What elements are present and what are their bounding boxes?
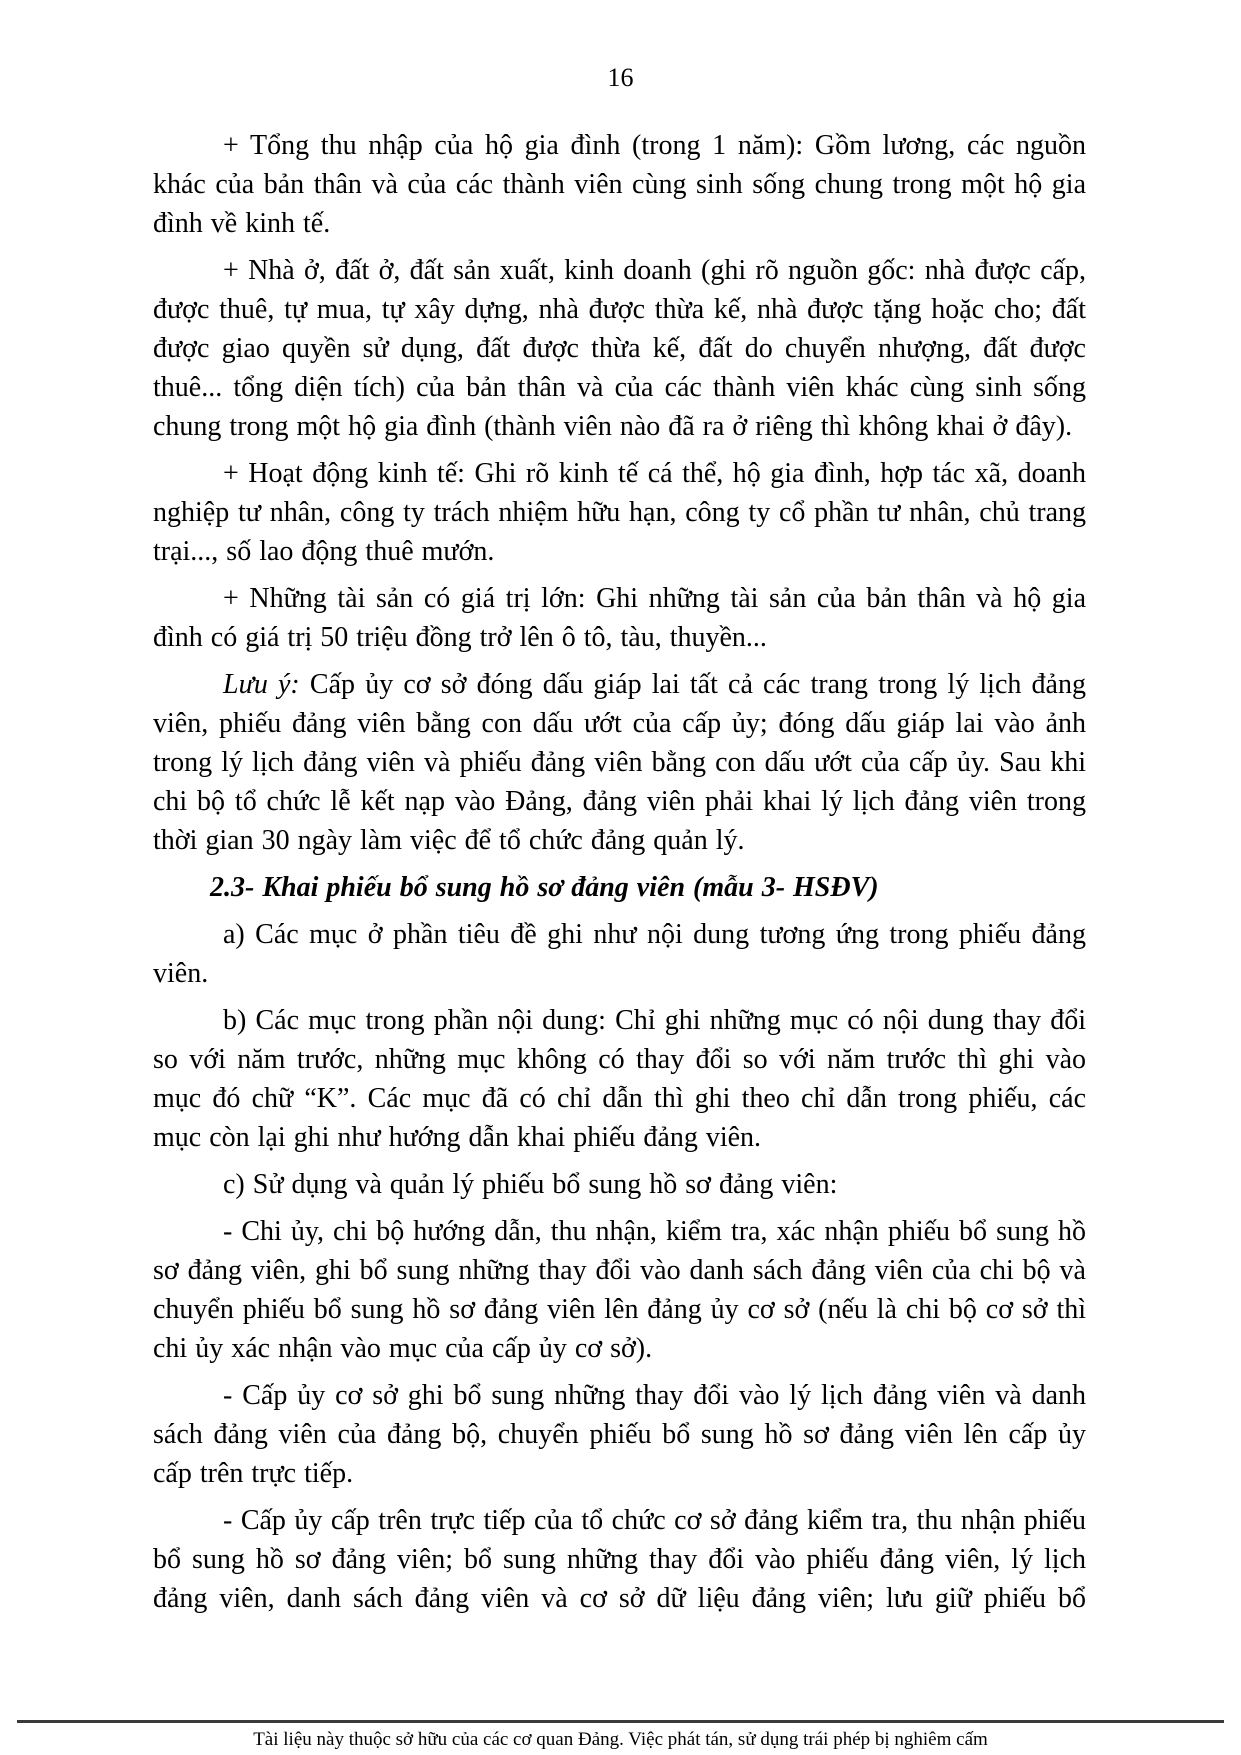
document-body [153, 126, 1086, 1626]
para-muc-b: b) Các mục trong phần nội dung: Chỉ ghi những mục có nội dung thay đổi so với năm trước, những mục không có thay đổi so với năm trước thì ghi vào mục đó chữ “K”. Các mục đã có chỉ dẫn thì ghi theo chỉ dẫn trong phiếu, các mục còn lại ghi như hướng dẫn khai phiếu đảng viên. [153, 1005, 1086, 1153]
para-nha-o-dat-o: + Nhà ở, đất ở, đất sản xuất, kinh doanh (ghi rõ nguồn gốc: nhà được cấp, được thuê, tự mua, tự xây dựng, nhà được thừa kế, nhà được tặng hoặc cho; đất được giao quyền sử dụng, đất được thừa kế, đất do chuyển nhượng, đất được thuê... tổng diện tích) của bản thân và của các thành viên khác cùng sinh sống chung trong một hộ gia đình (thành viên nào đã ra ở riêng thì không khai ở đây). [153, 255, 1086, 442]
para-hoat-dong-kinh-te: + Hoạt động kinh tế: Ghi rõ kinh tế cá thể, hộ gia đình, hợp tác xã, doanh nghiệp tư nhân, công ty trách nhiệm hữu hạn, công ty cổ phần tư nhân, chủ trang trại..., số lao động thuê mướn. [153, 458, 1086, 567]
para-luu-y: Lưu ý: Cấp ủy cơ sở đóng dấu giáp lai tất cả các trang trong lý lịch đảng viên, phiếu đảng viên bằng con dấu ướt của cấp ủy; đóng dấu giáp lai vào ảnh trong lý lịch đảng viên và phiếu đảng viên bằng con dấu ướt của cấp ủy. Sau khi chi bộ tổ chức lễ kết nạp vào Đảng, đảng viên phải khai lý lịch đảng viên trong thời gian 30 ngày làm việc để tổ chức đảng quản lý. [153, 669, 1086, 856]
para-chi-uy-chi-bo: - Chi ủy, chi bộ hướng dẫn, thu nhận, kiểm tra, xác nhận phiếu bổ sung hồ sơ đảng viên, ghi bổ sung những thay đổi vào danh sách đảng viên của chi bộ và chuyển phiếu bổ sung hồ sơ đảng viên lên đảng ủy cơ sở (nếu là chi bộ cơ sở thì chi ủy xác nhận vào mục của cấp ủy cơ sở). [153, 1216, 1086, 1364]
para-tong-thu-nhap: + Tổng thu nhập của hộ gia đình (trong 1 năm): Gồm lương, các nguồn khác của bản thân và của các thành viên cùng sinh sống chung trong một hộ gia đình về kinh tế. [153, 130, 1086, 239]
para-tai-san-gia-tri-lon: + Những tài sản có giá trị lớn: Ghi những tài sản của bản thân và hộ gia đình có giá trị 50 triệu đồng trở lên ô tô, tàu, thuyền... [153, 583, 1086, 653]
para-muc-a: a) Các mục ở phần tiêu đề ghi như nội dung tương ứng trong phiếu đảng viên. [153, 919, 1086, 989]
italic-lead: Lưu ý: [223, 669, 300, 700]
footer-divider [17, 1720, 1224, 1723]
para-muc-c: c) Sử dụng và quản lý phiếu bổ sung hồ sơ đảng viên: [223, 1169, 838, 1200]
para-cap-uy-co-so: - Cấp ủy cơ sở ghi bổ sung những thay đổi vào lý lịch đảng viên và danh sách đảng viên của đảng bộ, chuyển phiếu bổ sung hồ sơ đảng viên lên cấp ủy cấp trên trực tiếp. [153, 1380, 1086, 1489]
footer-notice: Tài liệu này thuộc sở hữu của các cơ quan Đảng. Việc phát tán, sử dụng trái phép bị nghiêm cấm [253, 1729, 988, 1750]
heading-2-3-khai-phieu-bo-sung: 2.3- Khai phiếu bổ sung hồ sơ đảng viên (mẫu 3- HSĐV) [210, 872, 879, 903]
para-cap-uy-cap-tren: - Cấp ủy cấp trên trực tiếp của tổ chức cơ sở đảng kiểm tra, thu nhận phiếu bổ sung hồ sơ đảng viên; bổ sung những thay đổi vào phiếu đảng viên, lý lịch đảng viên, danh sách đảng viên và cơ sở dữ liệu đảng viên; lưu giữ phiếu bổ [153, 1505, 1086, 1614]
page-number: 16 [607, 63, 634, 92]
